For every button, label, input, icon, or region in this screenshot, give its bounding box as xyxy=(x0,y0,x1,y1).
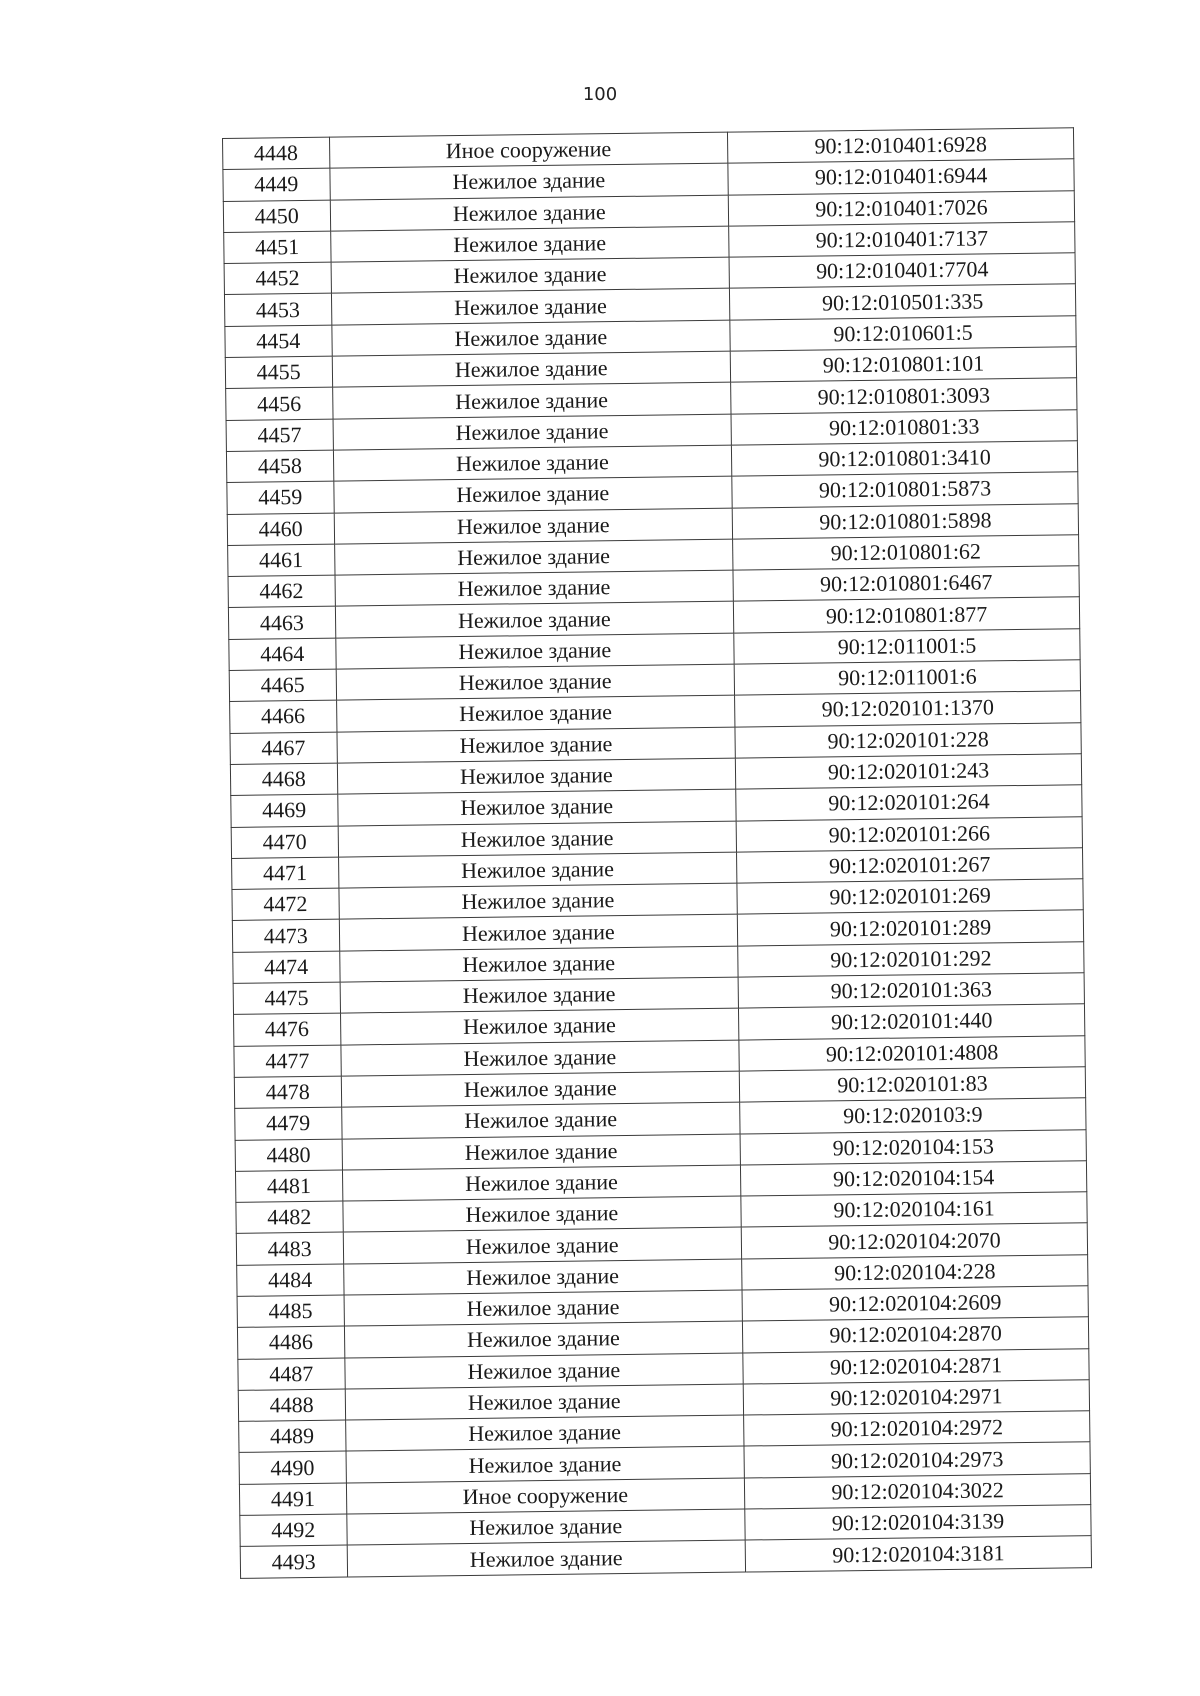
cadastral-number-cell: 90:12:010601:5 xyxy=(730,316,1076,352)
cadastral-number-cell: 90:12:010801:5898 xyxy=(732,503,1078,539)
object-type-cell: Нежилое здание xyxy=(336,664,735,700)
row-number-cell: 4457 xyxy=(226,419,333,452)
cadastral-number-cell: 90:12:020104:3022 xyxy=(744,1473,1090,1509)
cadastral-number-cell: 90:12:010801:5873 xyxy=(732,472,1078,508)
cadastral-number-cell: 90:12:020101:292 xyxy=(738,941,1084,977)
object-type-cell: Нежилое здание xyxy=(336,695,735,731)
object-type-cell: Нежилое здание xyxy=(329,163,728,199)
row-number-cell: 4454 xyxy=(225,325,332,358)
cadastral-number-cell: 90:12:020101:363 xyxy=(738,973,1084,1009)
row-number-cell: 4475 xyxy=(233,982,340,1015)
row-number-cell: 4459 xyxy=(227,481,334,514)
object-type-cell: Нежилое здание xyxy=(335,602,734,638)
object-type-cell: Нежилое здание xyxy=(339,946,738,982)
row-number-cell: 4449 xyxy=(223,168,330,201)
cadastral-number-cell: 90:12:020101:83 xyxy=(739,1067,1085,1103)
row-number-cell: 4473 xyxy=(232,920,339,953)
row-number-cell: 4474 xyxy=(233,951,340,984)
row-number-cell: 4486 xyxy=(237,1326,344,1359)
cadastral-number-cell: 90:12:020104:2871 xyxy=(743,1348,1089,1384)
object-type-cell: Нежилое здание xyxy=(330,195,729,231)
object-type-cell: Нежилое здание xyxy=(340,1008,739,1044)
row-number-cell: 4487 xyxy=(238,1358,345,1391)
row-number-cell: 4484 xyxy=(237,1264,344,1297)
row-number-cell: 4456 xyxy=(226,388,333,421)
cadastral-number-cell: 90:12:010801:6467 xyxy=(733,566,1079,602)
object-type-cell: Нежилое здание xyxy=(338,852,737,888)
object-type-cell: Нежилое здание xyxy=(333,476,732,512)
row-number-cell: 4481 xyxy=(235,1170,342,1203)
object-type-cell: Нежилое здание xyxy=(331,289,730,325)
row-number-cell: 4482 xyxy=(236,1201,343,1234)
row-number-cell: 4460 xyxy=(227,513,334,546)
object-type-cell: Иное сооружение xyxy=(329,132,728,168)
cadastral-number-cell: 90:12:020101:1370 xyxy=(735,691,1081,727)
object-type-cell: Нежилое здание xyxy=(345,1415,744,1451)
property-registry-table xyxy=(222,127,1092,1578)
row-number-cell: 4472 xyxy=(232,888,339,921)
object-type-cell: Нежилое здание xyxy=(334,508,733,544)
row-number-cell: 4451 xyxy=(224,231,331,264)
cadastral-number-cell: 90:12:010401:7137 xyxy=(729,222,1075,258)
cadastral-number-cell: 90:12:010801:62 xyxy=(733,535,1079,571)
cadastral-number-cell: 90:12:010801:101 xyxy=(730,347,1076,383)
object-type-cell: Нежилое здание xyxy=(334,539,733,575)
cadastral-number-cell: 90:12:020104:154 xyxy=(741,1161,1087,1197)
object-type-cell: Нежилое здание xyxy=(333,445,732,481)
object-type-cell: Нежилое здание xyxy=(338,821,737,857)
cadastral-number-cell: 90:12:020104:153 xyxy=(740,1129,1086,1165)
object-type-cell: Нежилое здание xyxy=(340,1040,739,1076)
cadastral-number-cell: 90:12:010801:877 xyxy=(733,597,1079,633)
cadastral-number-cell: 90:12:020104:2973 xyxy=(744,1442,1090,1478)
object-type-cell: Нежилое здание xyxy=(340,977,739,1013)
row-number-cell: 4461 xyxy=(228,544,335,577)
cadastral-number-cell: 90:12:010401:6928 xyxy=(728,128,1074,164)
object-type-cell: Нежилое здание xyxy=(347,1540,746,1576)
row-number-cell: 4469 xyxy=(231,794,338,827)
row-number-cell: 4452 xyxy=(224,262,331,295)
object-type-cell: Нежилое здание xyxy=(335,633,734,669)
object-type-cell: Нежилое здание xyxy=(332,383,731,419)
row-number-cell: 4490 xyxy=(239,1452,346,1485)
cadastral-number-cell: 90:12:020104:228 xyxy=(742,1254,1088,1290)
object-type-cell: Иное сооружение xyxy=(346,1478,745,1514)
cadastral-number-cell: 90:12:020101:267 xyxy=(737,848,1083,884)
row-number-cell: 4463 xyxy=(228,607,335,640)
row-number-cell: 4480 xyxy=(235,1139,342,1172)
row-number-cell: 4491 xyxy=(239,1483,346,1516)
object-type-cell: Нежилое здание xyxy=(346,1509,745,1545)
cadastral-number-cell: 90:12:020104:2870 xyxy=(743,1317,1089,1353)
row-number-cell: 4478 xyxy=(234,1076,341,1109)
cadastral-number-cell: 90:12:020101:289 xyxy=(737,910,1083,946)
object-type-cell: Нежилое здание xyxy=(331,320,730,356)
object-type-cell: Нежилое здание xyxy=(344,1321,743,1357)
row-number-cell: 4467 xyxy=(230,732,337,765)
cadastral-number-cell: 90:12:020101:243 xyxy=(735,754,1081,790)
cadastral-number-cell: 90:12:010801:3093 xyxy=(731,378,1077,414)
object-type-cell: Нежилое здание xyxy=(344,1353,743,1389)
cadastral-number-cell: 90:12:020101:440 xyxy=(739,1004,1085,1040)
row-number-cell: 4477 xyxy=(234,1045,341,1078)
row-number-cell: 4483 xyxy=(236,1232,343,1265)
cadastral-number-cell: 90:12:010801:3410 xyxy=(732,441,1078,477)
object-type-cell: Нежилое здание xyxy=(346,1447,745,1483)
row-number-cell: 4488 xyxy=(238,1389,345,1422)
object-type-cell: Нежилое здание xyxy=(344,1290,743,1326)
cadastral-number-cell: 90:12:020104:2609 xyxy=(742,1286,1088,1322)
cadastral-number-cell: 90:12:020104:3139 xyxy=(745,1505,1091,1541)
cadastral-number-cell: 90:12:020101:269 xyxy=(737,879,1083,915)
object-type-cell: Нежилое здание xyxy=(338,883,737,919)
object-type-cell: Нежилое здание xyxy=(337,758,736,794)
object-type-cell: Нежилое здание xyxy=(333,414,732,450)
row-number-cell: 4464 xyxy=(229,638,336,671)
row-number-cell: 4470 xyxy=(231,826,338,859)
cadastral-number-cell: 90:12:020104:2971 xyxy=(743,1380,1089,1416)
object-type-cell: Нежилое здание xyxy=(342,1134,741,1170)
cadastral-number-cell: 90:12:020103:9 xyxy=(740,1098,1086,1134)
cadastral-number-cell: 90:12:020104:2972 xyxy=(744,1411,1090,1447)
row-number-cell: 4468 xyxy=(230,763,337,796)
cadastral-number-cell: 90:12:020104:2070 xyxy=(741,1223,1087,1259)
object-type-cell: Нежилое здание xyxy=(330,226,729,262)
cadastral-number-cell: 90:12:011001:6 xyxy=(734,660,1080,696)
row-number-cell: 4471 xyxy=(232,857,339,890)
object-type-cell: Нежилое здание xyxy=(339,915,738,951)
object-type-cell: Нежилое здание xyxy=(337,789,736,825)
cadastral-number-cell: 90:12:011001:5 xyxy=(734,629,1080,665)
object-type-cell: Нежилое здание xyxy=(342,1165,741,1201)
cadastral-number-cell: 90:12:020101:264 xyxy=(736,785,1082,821)
cadastral-number-cell: 90:12:010801:33 xyxy=(731,409,1077,445)
row-number-cell: 4489 xyxy=(239,1420,346,1453)
row-number-cell: 4448 xyxy=(223,137,330,170)
row-number-cell: 4455 xyxy=(225,356,332,389)
object-type-cell: Нежилое здание xyxy=(343,1259,742,1295)
cadastral-number-cell: 90:12:020101:266 xyxy=(736,816,1082,852)
cadastral-number-cell: 90:12:010401:7704 xyxy=(729,253,1075,289)
row-number-cell: 4476 xyxy=(234,1013,341,1046)
object-type-cell: Нежилое здание xyxy=(332,351,731,387)
object-type-cell: Нежилое здание xyxy=(345,1384,744,1420)
object-type-cell: Нежилое здание xyxy=(342,1196,741,1232)
object-type-cell: Нежилое здание xyxy=(335,570,734,606)
object-type-cell: Нежилое здание xyxy=(343,1227,742,1263)
cadastral-number-cell: 90:12:020104:161 xyxy=(741,1192,1087,1228)
row-number-cell: 4465 xyxy=(229,669,336,702)
cadastral-number-cell: 90:12:010501:335 xyxy=(730,284,1076,320)
object-type-cell: Нежилое здание xyxy=(341,1071,740,1107)
cadastral-number-cell: 90:12:020101:4808 xyxy=(739,1035,1085,1071)
cadastral-number-cell: 90:12:020104:3181 xyxy=(745,1536,1091,1572)
row-number-cell: 4492 xyxy=(240,1514,347,1547)
registry-table-body xyxy=(223,128,1092,1578)
row-number-cell: 4453 xyxy=(224,294,331,327)
page-number: 100 xyxy=(582,84,618,105)
row-number-cell: 4466 xyxy=(230,700,337,733)
cadastral-number-cell: 90:12:010401:7026 xyxy=(728,190,1074,226)
row-number-cell: 4479 xyxy=(235,1107,342,1140)
object-type-cell: Нежилое здание xyxy=(331,257,730,293)
row-number-cell: 4450 xyxy=(223,200,330,233)
row-number-cell: 4458 xyxy=(226,450,333,483)
row-number-cell: 4462 xyxy=(228,575,335,608)
cadastral-number-cell: 90:12:010401:6944 xyxy=(728,159,1074,195)
row-number-cell: 4493 xyxy=(240,1545,347,1578)
object-type-cell: Нежилое здание xyxy=(341,1102,740,1138)
cadastral-number-cell: 90:12:020101:228 xyxy=(735,722,1081,758)
object-type-cell: Нежилое здание xyxy=(336,727,735,763)
row-number-cell: 4485 xyxy=(237,1295,344,1328)
